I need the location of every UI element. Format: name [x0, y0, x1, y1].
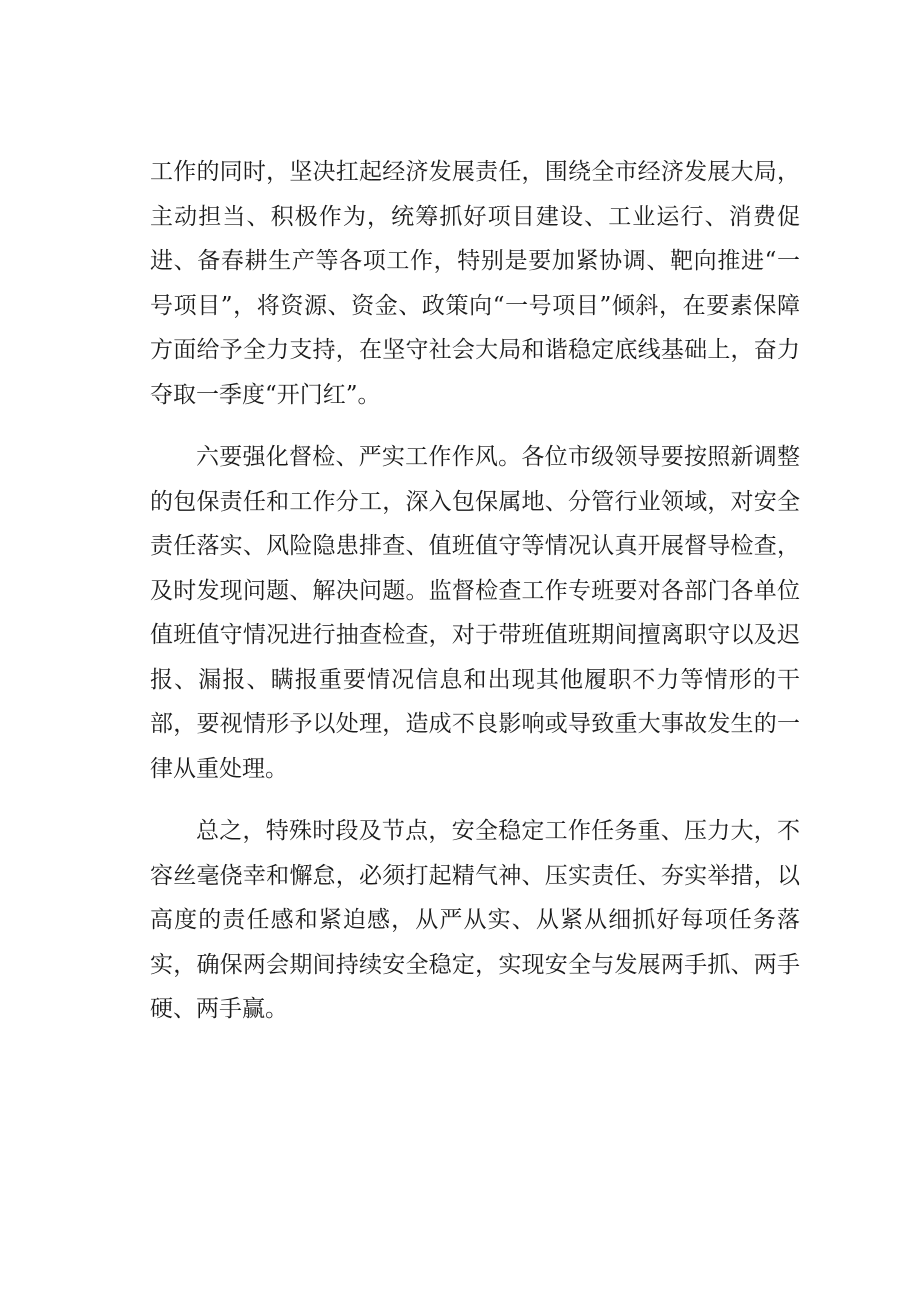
paragraph-conclusion: 总之，特殊时段及节点，安全稳定工作任务重、压力大，不容丝毫侥幸和懈怠，必须打起精气神、压实责任、夯实举措，以高度的责任感和紧迫感，从严从实、从紧从细抓好每项任务落实，确保两会期间持续安全稳定，实现安全与发展两手抓、两手硬、两手赢。: [150, 818, 800, 1022]
document-body: [150, 150, 800, 1032]
paragraph-supervision: 六要强化督检、严实工作作风。各位市级领导要按照新调整的包保责任和工作分工，深入包保属地、分管行业领域，对安全责任落实、风险隐患排查、值班值守等情况认真开展督导检查，及时发现问题、解决问题。监督检查工作专班要对各部门各单位值班值守情况进行抽查检查，对于带班值班期间擅离职守以及迟报、漏报、瞒报重要情况信息和出现其他履职不力等情形的干部，要视情形予以处理，造成不良影响或导致重大事故发生的一律从重处理。: [150, 444, 800, 782]
paragraph-continuation: 工作的同时，坚决扛起经济发展责任，围绕全市经济发展大局，主动担当、积极作为，统筹抓好项目建设、工业运行、消费促进、备春耕生产等各项工作，特别是要加紧协调、靶向推进“一号项目”，将资源、资金、政策向“一号项目”倾斜，在要素保障方面给予全力支持，在坚守社会大局和谐稳定底线基础上，奋力夺取一季度“开门红”。: [150, 159, 800, 408]
